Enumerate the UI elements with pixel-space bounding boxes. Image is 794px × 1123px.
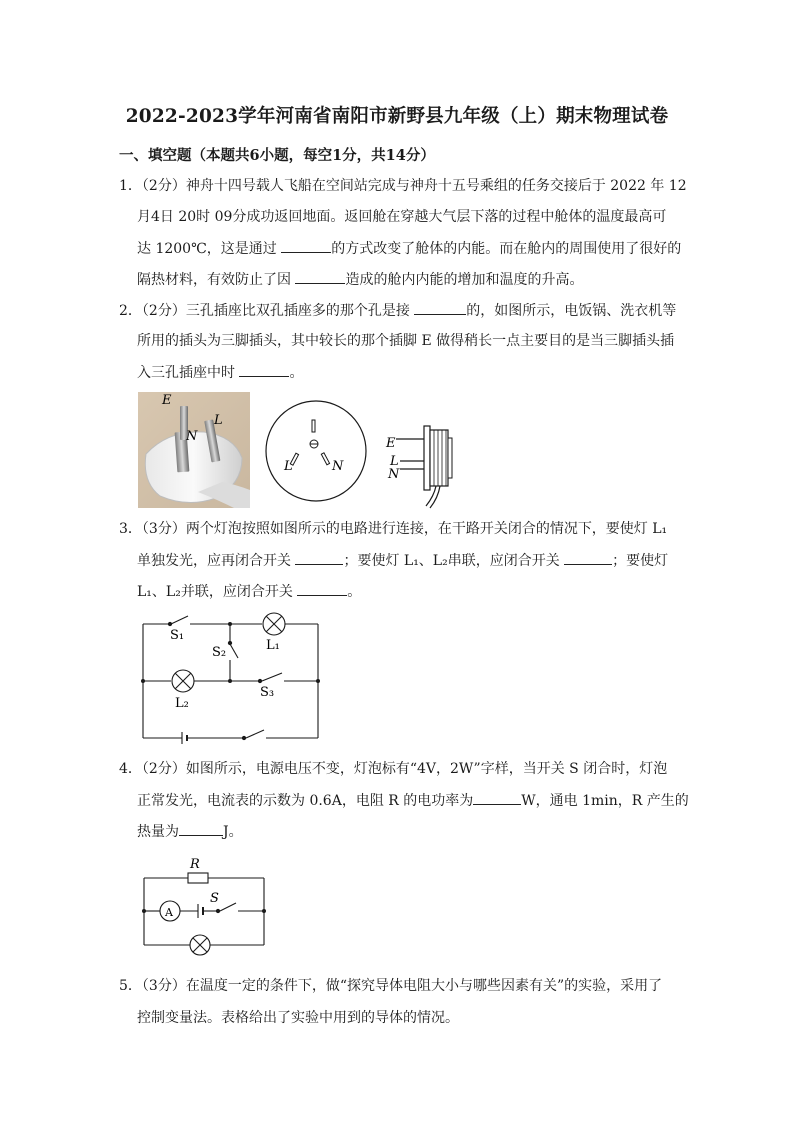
q3-line-2	[137, 550, 668, 571]
q4-line-1: 4．（2分）如图所示，电源电压不变，灯泡标有“4V，2W”字样，当开关 S 闭合时，灯泡	[119, 761, 668, 777]
q4-circuit-figure	[140, 852, 270, 960]
q2-text-3a: 入三孔插座中时	[137, 365, 240, 381]
label-s3: S₃	[260, 685, 275, 700]
q4-text-3b: J。	[223, 824, 243, 840]
q1-line-2: 月4日 20时 09分成功返回地面。返回舱在穿越大气层下落的过程中舱体的温度最高可	[137, 209, 667, 225]
q1-blank-2[interactable]	[295, 269, 345, 284]
q4-text-2a: 正常发光，电流表的示数为 0.6A，电阻 R 的电功率为	[137, 793, 474, 809]
q4-blank-2[interactable]	[179, 821, 223, 836]
socket-outline	[266, 401, 366, 501]
side-plate	[424, 426, 430, 490]
q4-line-2	[137, 790, 689, 811]
label-r: R	[190, 857, 200, 872]
q2-blank-2[interactable]	[239, 362, 289, 377]
q3-text-2a: 单独发光，应再闭合开关	[137, 553, 296, 569]
q3-blank-2[interactable]	[564, 550, 612, 565]
q1-blank-1[interactable]	[281, 238, 331, 253]
q4-text-2b: W，通电 1min，R 产生的	[521, 793, 689, 809]
socket-figure	[262, 398, 372, 504]
q3-blank-3[interactable]	[297, 581, 347, 596]
q3-line-1: 3．（3分）两个灯泡按照如图所示的电路进行连接，在干路开关闭合的情况下，要使灯 L₁	[119, 521, 668, 537]
q1-line-1: 1．（2分）神舟十四号载人飞船在空间站完成与神舟十五号乘组的任务交接后于 2022 年 12	[119, 178, 687, 194]
q4-blank-1[interactable]	[473, 790, 521, 805]
switch-s1	[171, 616, 188, 624]
side-body	[430, 430, 448, 486]
label-s: S	[210, 891, 219, 906]
q1-text-3b: 的方式改变了舱体的内能。而在舱内的周围使用了很好的	[331, 241, 682, 257]
q3-text-3b: 。	[347, 584, 362, 600]
q4-text-3a: 热量为	[137, 824, 179, 840]
label-l2: L₂	[175, 696, 189, 711]
q2-line-3	[137, 362, 303, 383]
q3-line-3	[137, 581, 361, 602]
q3-text-3a: L₁、L₂并联，应闭合开关	[137, 584, 298, 600]
q1-line-4	[137, 269, 583, 290]
q5-line-2: 控制变量法。表格给出了实验中用到的导体的情况。	[137, 1010, 459, 1026]
label-a: A	[165, 906, 173, 919]
q2-text-3b: 。	[289, 365, 304, 381]
label-l: L	[214, 413, 223, 428]
section-heading: 一、填空题（本题共6小题，每空1分，共14分）	[119, 147, 435, 164]
q1-text-3a: 达 1200℃，这是通过	[137, 241, 282, 257]
label-n: N	[186, 429, 198, 444]
label-e: E	[162, 393, 172, 408]
socket-label-l: L	[284, 459, 293, 474]
q1-line-3	[137, 238, 681, 259]
q1-text-4a: 隔热材料，有效防止了因	[137, 272, 296, 288]
q3-circuit-figure	[138, 608, 328, 750]
q3-text-2c: ；要使灯	[612, 553, 669, 569]
q5-line-1: 5．（3分）在温度一定的条件下，做“探究导体电阻大小与哪些因素有关”的实验，采用了	[119, 978, 663, 994]
side-label-l: L	[390, 454, 399, 469]
q4-line-3	[137, 821, 243, 842]
switch-s	[220, 903, 236, 911]
resistor-r	[188, 873, 208, 883]
label-s1: S₁	[170, 628, 185, 643]
plug-photo-figure	[138, 392, 250, 508]
switch-main	[246, 730, 264, 738]
q3-blank-1[interactable]	[295, 550, 343, 565]
q3-text-2b: ；要使灯 L₁、L₂串联，应闭合开关	[343, 553, 565, 569]
label-l1: L₁	[266, 638, 280, 653]
plug-side-figure	[384, 420, 464, 510]
switch-s3	[262, 673, 282, 681]
q2-line-1	[119, 300, 676, 321]
label-s2: S₂	[212, 645, 227, 660]
side-label-e: E	[386, 436, 396, 451]
page-title: 2022-2023学年河南省南阳市新野县九年级（上）期末物理试卷	[125, 106, 669, 127]
q2-blank-1[interactable]	[414, 300, 466, 315]
side-label-n: N	[388, 467, 400, 482]
q2-text-1a: 2．（2分）三孔插座比双孔插座多的那个孔是接	[119, 303, 415, 319]
q2-text-1b: 的，如图所示，电饭锅、洗衣机等	[466, 303, 677, 319]
socket-label-n: N	[332, 459, 344, 474]
switch-s2	[230, 644, 238, 658]
q2-line-2: 所用的插头为三脚插头，其中较长的那个插脚 E 做得稍长一点主要目的是当三脚插头插	[137, 333, 675, 349]
q1-text-4b: 造成的舱内内能的增加和温度的升高。	[345, 272, 584, 288]
